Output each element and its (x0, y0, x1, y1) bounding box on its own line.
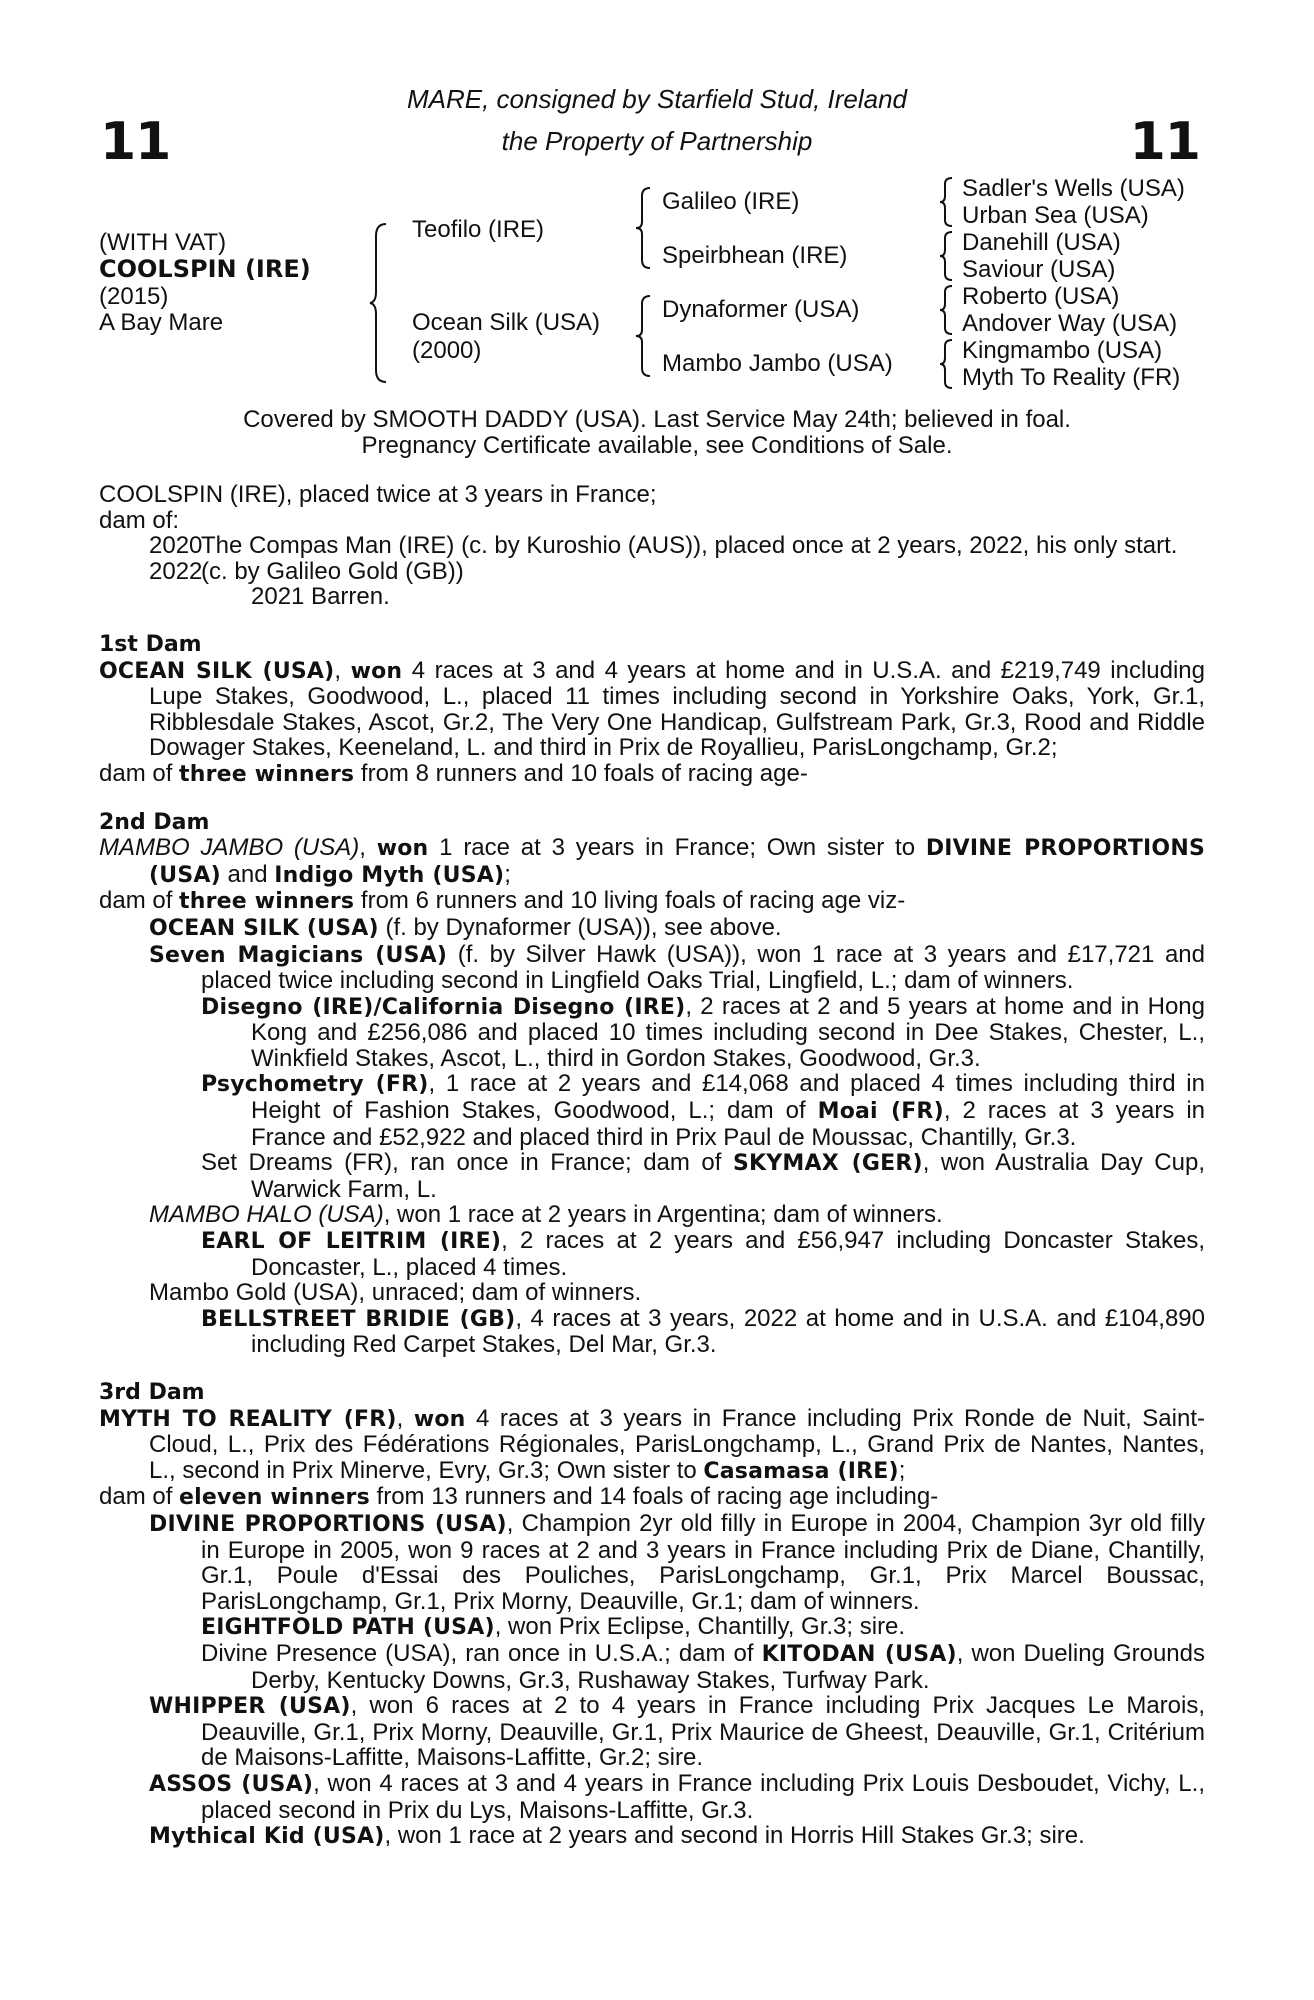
sire-dam: Speirbhean (IRE) (662, 242, 848, 269)
second-dam-entry-8: Mambo Gold (USA), unraced; dam of winners. (149, 1279, 642, 1307)
catalogue-body (99, 482, 1205, 1850)
lot-number-left: 11 (100, 112, 171, 172)
pedigree-brace-g3 (938, 284, 954, 336)
ancestor-3: Danehill (USA) (962, 229, 1121, 256)
pedigree-brace-g1 (938, 176, 954, 228)
first-dam-heading: 1st Dam (99, 631, 202, 657)
third-dam-entry-3: Divine Presence (USA), ran once in U.S.A.; dam of KITODAN (USA), won Dueling Grounds Derby, Kentucky Downs, Gr.3, Rushaway Stakes, Turfway Park. (201, 1639, 1205, 1694)
dam-year: (2000) (412, 337, 482, 364)
dam-sire: Dynaformer (USA) (662, 296, 860, 323)
produce-row-1 (99, 533, 1205, 559)
second-dam-entry-1: OCEAN SILK (USA) (f. by Dynaformer (USA)), see above. (149, 913, 782, 941)
produce-text-2: (c. by Galileo Gold (GB)) (201, 557, 464, 585)
pedigree-brace-dam (634, 294, 654, 378)
second-dam-entry-4: Psychometry (FR), 1 race at 2 years and £14,068 and placed 4 times including third in Height of Fashion Stakes, Goodwood, L.; dam of Moai (FR), 2 races at 3 years in France and £52,922 and placed third in Prix Paul de Moussac, Chantilly, Gr.3. (201, 1070, 1205, 1151)
second-dam-entry-3: Disegno (IRE)/California Disegno (IRE), 2 races at 2 and 5 years at home and in Hong Kong and £256,086 and placed 10 times including second in Dee Stakes, Chester, L., Winkfield Stakes, Ascot, L., third in Gordon Stakes, Goodwood, Gr.3. (201, 992, 1205, 1072)
ancestor-6: Andover Way (USA) (962, 310, 1178, 337)
horse-year: (2015) (99, 283, 169, 310)
ancestor-8: Myth To Reality (FR) (962, 364, 1181, 391)
covered-line-2: Pregnancy Certificate available, see Conditions of Sale. (361, 432, 953, 459)
second-dam-entry-6: MAMBO HALO (USA), won 1 race at 2 years in Argentina; dam of winners. (149, 1201, 943, 1229)
second-dam-heading: 2nd Dam (99, 809, 210, 835)
second-dam-entry-7: EARL OF LEITRIM (IRE), 2 races at 2 years and £56,947 including Doncaster Stakes, Doncaster, L., placed 4 times. (201, 1227, 1206, 1281)
ancestor-5: Roberto (USA) (962, 283, 1120, 310)
third-dam-entry: MYTH TO REALITY (FR), won 4 races at 3 years in France including Prix Ronde de Nuit, Saint-Cloud, L., Prix des Fédérations Régionales, ParisLongchamp, L., Grand Prix de Nantes, Nantes, L., second in Prix Minerve, Evry, Gr.3; Own sister to Casamasa (IRE); (99, 1404, 1205, 1484)
horse-description: A Bay Mare (99, 309, 224, 336)
second-dam-entry-9: BELLSTREET BRIDIE (GB), 4 races at 3 years, 2022 at home and in U.S.A. and £104,890 including Red Carpet Stakes, Del Mar, Gr.3. (201, 1304, 1206, 1359)
first-dam-produce: dam of three winners from 8 runners and 10 foals of racing age- (99, 759, 808, 787)
lot-number-right: 11 (1129, 112, 1200, 172)
pedigree-brace-sire (634, 186, 654, 270)
third-dam-entry-6: Mythical Kid (USA), won 1 race at 2 years and second in Horris Hill Stakes Gr.3; sire. (149, 1822, 1085, 1850)
sire: Teofilo (IRE) (412, 216, 545, 243)
third-dam-entry-2: EIGHTFOLD PATH (USA), won Prix Eclipse, Chantilly, Gr.3; sire. (201, 1613, 906, 1641)
second-dam-entry-2: Seven Magicians (USA) (f. by Silver Hawk (USA)), won 1 race at 3 years and £17,721 and placed twice including second in Lingfield Oaks Trial, Lingfield, L.; dam of winners. (149, 940, 1205, 995)
second-dam-produce: dam of three winners from 6 runners and 10 living foals of racing age viz- (99, 887, 906, 915)
second-dam-entry-5: Set Dreams (FR), ran once in France; dam of SKYMAX (GER), won Australia Day Cup, Warwick Farm, L. (201, 1149, 1205, 1203)
consignor-line: MARE, consigned by Starfield Stud, Ireland (406, 84, 908, 114)
ancestor-4: Saviour (USA) (962, 256, 1116, 283)
first-dam-entry: OCEAN SILK (USA), won 4 races at 3 and 4 years at home and in U.S.A. and £219,749 including Lupe Stakes, Goodwood, L., placed 11 times including second in Yorkshire Oaks, York, Gr.1, Ribblesdale Stakes, Ascot, Gr.2, The Very One Handicap, Gulfstream Park, Gr.3, Rood and Riddle Dowager Stakes, Keeneland, L. and third in Prix de Royallieu, ParisLongchamp, Gr.2; (99, 656, 1205, 762)
produce-row-2 (99, 559, 1205, 585)
produce-year-1: 2020 (149, 532, 203, 560)
third-dam-heading: 3rd Dam (99, 1380, 205, 1405)
covered-line-1: Covered by SMOOTH DADDY (USA). Last Service May 24th; believed in foal. (243, 406, 1071, 433)
third-dam-produce: dam of eleven winners from 13 runners and 14 foals of racing age including- (99, 1483, 939, 1511)
property-line: the Property of Partnership (501, 126, 813, 156)
sire-sire: Galileo (IRE) (662, 188, 800, 215)
produce-text-3: 2021 Barren. (251, 583, 390, 611)
third-dam-entry-1: DIVINE PROPORTIONS (USA), Champion 2yr old filly in Europe in 2004, Champion 3yr old filly in Europe in 2005, won 9 races at 2 and 3 years in France including Prix de Diane, Chantilly, Gr.1, Poule d'Essai des Pouliches, ParisLongchamp, Gr.1, Prix Marcel Boussac, ParisLongchamp, Gr.1, Prix Morny, Deauville, Gr.1; dam of winners. (149, 1509, 1205, 1615)
ancestor-2: Urban Sea (USA) (962, 202, 1149, 229)
produce-year-2: 2022 (149, 557, 203, 585)
ancestor-7: Kingmambo (USA) (962, 337, 1163, 364)
third-dam-entry-4: WHIPPER (USA), won 6 races at 2 to 4 years in France including Prix Jacques Le Marois, Deauville, Gr.1, Prix Morny, Deauville, Gr.1, Prix Maurice de Gheest, Deauville, Gr.1, Critérium de Maisons-Laffitte, Maisons-Laffitte, Gr.2; sire. (149, 1692, 1205, 1772)
pedigree-brace-g2 (938, 230, 954, 282)
ancestor-1: Sadler's Wells (USA) (962, 175, 1185, 202)
third-dam-entry-5: ASSOS (USA), won 4 races at 3 and 4 years in France including Prix Louis Desboudet, Vichy, L., placed second in Prix du Lys, Maisons-Laffitte, Gr.3. (149, 1769, 1205, 1824)
horse-name: COOLSPIN (IRE) (99, 255, 311, 283)
second-dam-entry: MAMBO JAMBO (USA), won 1 race at 3 years in France; Own sister to DIVINE PROPORTIONS (USA) and Indigo Myth (USA); (99, 834, 1205, 888)
pedigree-brace-main (368, 222, 392, 384)
pedigree-brace-g4 (938, 338, 954, 390)
vat-note: (WITH VAT) (99, 229, 227, 256)
dam-dam: Mambo Jambo (USA) (662, 350, 893, 377)
produce-dam-of: dam of: (99, 506, 180, 534)
produce-text-1: The Compas Man (IRE) (c. by Kuroshio (AUS)), placed once at 2 years, 2022, his only start. (201, 532, 1178, 560)
dam: Ocean Silk (USA) (412, 309, 601, 336)
produce-intro: COOLSPIN (IRE), placed twice at 3 years in France; (99, 481, 657, 508)
